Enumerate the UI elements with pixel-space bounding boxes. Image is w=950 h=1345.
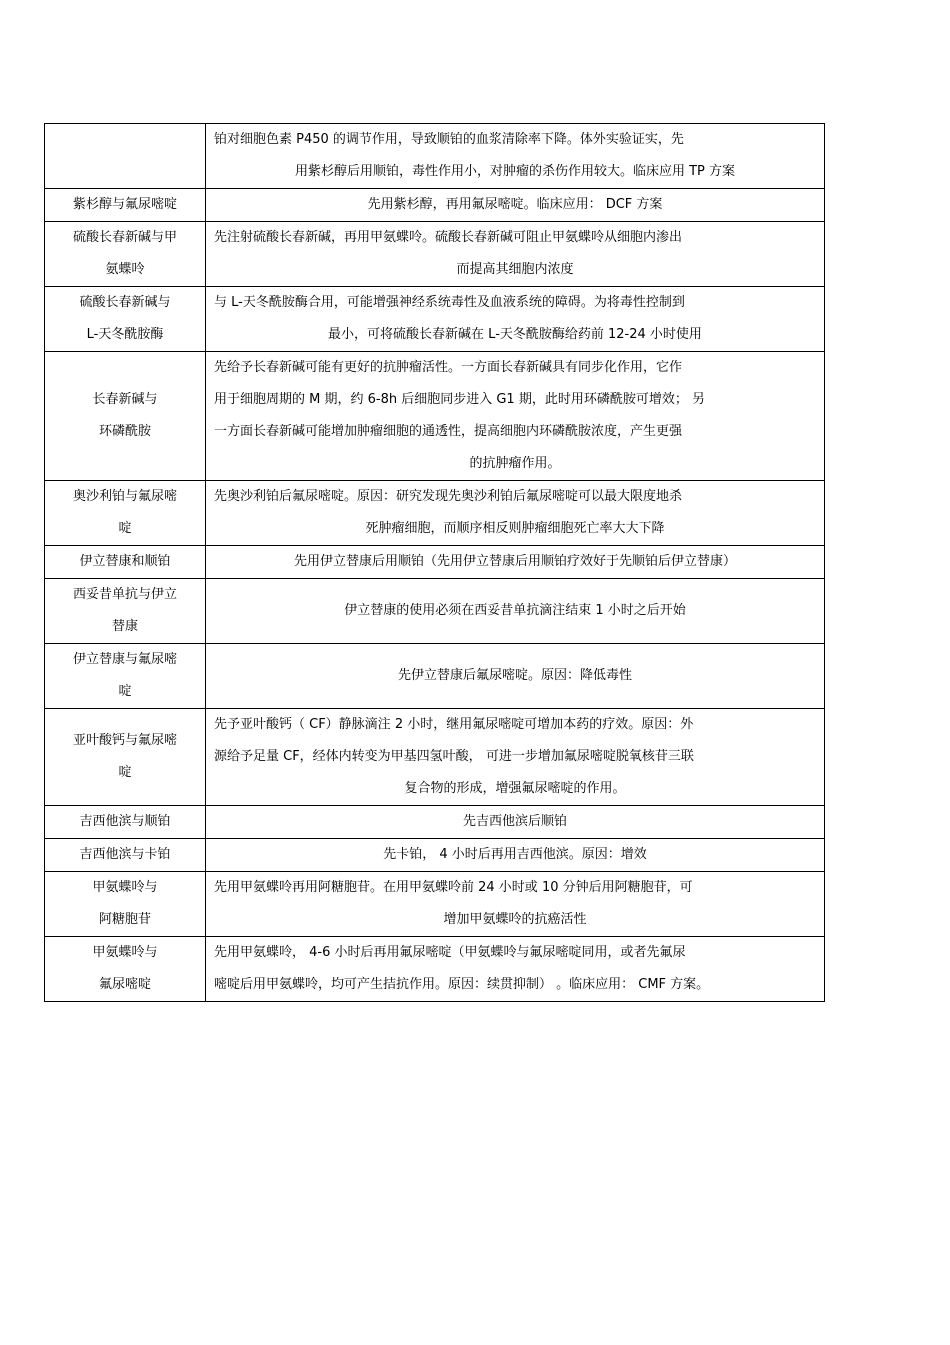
table-row [45, 644, 825, 709]
drug-combination-line: 西妥昔单抗与伊立 [72, 587, 177, 602]
drug-combination-cell [45, 644, 206, 709]
description-line: 伊立替康的使用必须在西妥昔单抗滴注结束 1 小时之后开始 [344, 603, 686, 618]
description-line: 一方面长春新碱可能增加肿瘤细胞的通透性，提高细胞内环磷酰胺浓度，产生更强 [214, 424, 683, 439]
drug-combination-cell [45, 352, 206, 481]
description-line: 先吉西他滨后顺铂 [462, 814, 567, 829]
drug-combination-line: 奥沙利铂与氟尿嘧 [72, 489, 177, 504]
drug-combination-cell [45, 222, 206, 287]
table-row [45, 546, 825, 579]
drug-combination-cell [45, 872, 206, 937]
drug-combination-cell [45, 937, 206, 1002]
administration-order-cell [206, 352, 825, 481]
description-line: 先用甲氨蝶呤， 4-6 小时后再用氟尿嘧啶（甲氨蝶呤与氟尿嘧啶同用，或者先氟尿 [214, 945, 686, 960]
drug-combination-line: 紫杉醇与氟尿嘧啶 [72, 197, 177, 212]
description-line: 死肿瘤细胞，而顺序相反则肿瘤细胞死亡率大大下降 [365, 521, 665, 536]
drug-combination-line: 啶 [118, 521, 132, 536]
drug-combination-line: 阿糖胞苷 [98, 912, 151, 927]
administration-order-cell [206, 287, 825, 352]
description-line: 铂对细胞色素 P450 的调节作用，导致顺铂的血浆清除率下降。体外实验证实，先 [214, 132, 684, 147]
administration-order-cell [206, 872, 825, 937]
drug-combination-line: 硫酸长春新碱与 [79, 295, 171, 310]
table-body [45, 124, 825, 1002]
administration-order-cell [206, 481, 825, 546]
description-line: 先注射硫酸长春新碱，再用甲氨蝶呤。硫酸长春新碱可阻止甲氨蝶呤从细胞内渗出 [214, 230, 683, 245]
drug-combination-line: 甲氨蝶呤与 [92, 945, 158, 960]
description-line: 增加甲氨蝶呤的抗癌活性 [443, 912, 587, 927]
drug-combination-line: 替康 [111, 619, 138, 634]
drug-combination-cell [45, 287, 206, 352]
administration-order-cell [206, 839, 825, 872]
description-line: 先用伊立替康后用顺铂（先用伊立替康后用顺铂疗效好于先顺铂后伊立替康） [293, 554, 736, 569]
description-line: 先用甲氨蝶呤再用阿糖胞苷。在用甲氨蝶呤前 24 小时或 10 分钟后用阿糖胞苷，可 [214, 880, 693, 895]
drug-combination-line: L-天冬酰胺酶 [86, 327, 164, 342]
drug-combination-cell [45, 481, 206, 546]
drug-combination-cell [45, 579, 206, 644]
table-row [45, 937, 825, 1002]
description-line: 的抗肿瘤作用。 [469, 456, 561, 471]
drug-combination-cell [45, 189, 206, 222]
drug-combination-line: 啶 [118, 684, 132, 699]
table-row [45, 872, 825, 937]
drug-combination-line: 氨蝶呤 [105, 262, 145, 277]
administration-order-cell [206, 806, 825, 839]
description-line: 用于细胞周期的 M 期，约 6-8h 后细胞同步进入 G1 期，此时用环磷酰胺可增效； 另 [214, 392, 705, 407]
drug-combination-line: 吉西他滨与卡铂 [79, 847, 171, 862]
table-row [45, 709, 825, 806]
drug-combination-cell [45, 709, 206, 806]
drug-sequence-table [44, 123, 825, 1002]
administration-order-cell [206, 189, 825, 222]
description-line: 最小，可将硫酸长春新碱在 L-天冬酰胺酶给药前 12-24 小时使用 [328, 327, 702, 342]
table-row [45, 806, 825, 839]
table-row [45, 352, 825, 481]
description-line: 而提高其细胞内浓度 [456, 262, 574, 277]
description-line: 源给予足量 CF，经体内转变为甲基四氢叶酸， 可进一步增加氟尿嘧啶脱氧核苷三联 [214, 749, 694, 764]
drug-combination-line: 伊立替康和顺铂 [79, 554, 171, 569]
table-row [45, 189, 825, 222]
administration-order-cell [206, 124, 825, 189]
table-row [45, 481, 825, 546]
drug-combination-line: 氟尿嘧啶 [98, 977, 151, 992]
drug-combination-cell [45, 839, 206, 872]
drug-combination-line: 伊立替康与氟尿嘧 [72, 652, 177, 667]
table-row [45, 287, 825, 352]
administration-order-cell [206, 579, 825, 644]
table-row [45, 222, 825, 287]
description-line: 与 L-天冬酰胺酶合用，可能增强神经系统毒性及血液系统的障碍。为将毒性控制到 [214, 295, 685, 310]
description-line: 先卡铂， 4 小时后再用吉西他滨。原因：增效 [383, 847, 647, 862]
administration-order-cell [206, 222, 825, 287]
administration-order-cell [206, 709, 825, 806]
description-line: 先奥沙利铂后氟尿嘧啶。原因：研究发现先奥沙利铂后氟尿嘧啶可以最大限度地杀 [214, 489, 683, 504]
drug-combination-line: 啶 [118, 765, 132, 780]
description-line: 先用紫杉醇，再用氟尿嘧啶。临床应用： DCF 方案 [367, 197, 663, 212]
drug-combination-line: 吉西他滨与顺铂 [79, 814, 171, 829]
drug-combination-line: 长春新碱与 [92, 392, 158, 407]
drug-combination-cell [45, 546, 206, 579]
table-row [45, 579, 825, 644]
description-line: 复合物的形成，增强氟尿嘧啶的作用。 [404, 781, 626, 796]
drug-combination-line: 亚叶酸钙与氟尿嘧 [72, 733, 177, 748]
description-line: 先予亚叶酸钙（ CF）静脉滴注 2 小时，继用氟尿嘧啶可增加本药的疗效。原因：外 [214, 717, 694, 732]
drug-combination-cell [45, 124, 206, 189]
administration-order-cell [206, 546, 825, 579]
administration-order-cell [206, 937, 825, 1002]
drug-combination-cell [45, 806, 206, 839]
table-row [45, 124, 825, 189]
description-line: 先伊立替康后氟尿嘧啶。原因：降低毒性 [397, 668, 632, 683]
description-line: 用紫杉醇后用顺铂，毒性作用小，对肿瘤的杀伤作用较大。临床应用 TP 方案 [294, 164, 736, 179]
table-row [45, 839, 825, 872]
description-line: 先给予长春新碱可能有更好的抗肿瘤活性。一方面长春新碱具有同步化作用，它作 [214, 360, 683, 375]
drug-combination-line: 环磷酰胺 [98, 424, 151, 439]
drug-combination-line: 甲氨蝶呤与 [92, 880, 158, 895]
administration-order-cell [206, 644, 825, 709]
drug-combination-line: 硫酸长春新碱与甲 [72, 230, 177, 245]
description-line: 嘧啶后用甲氨蝶呤，均可产生拮抗作用。原因：续贯抑制） 。临床应用： CMF 方案。 [214, 977, 710, 992]
